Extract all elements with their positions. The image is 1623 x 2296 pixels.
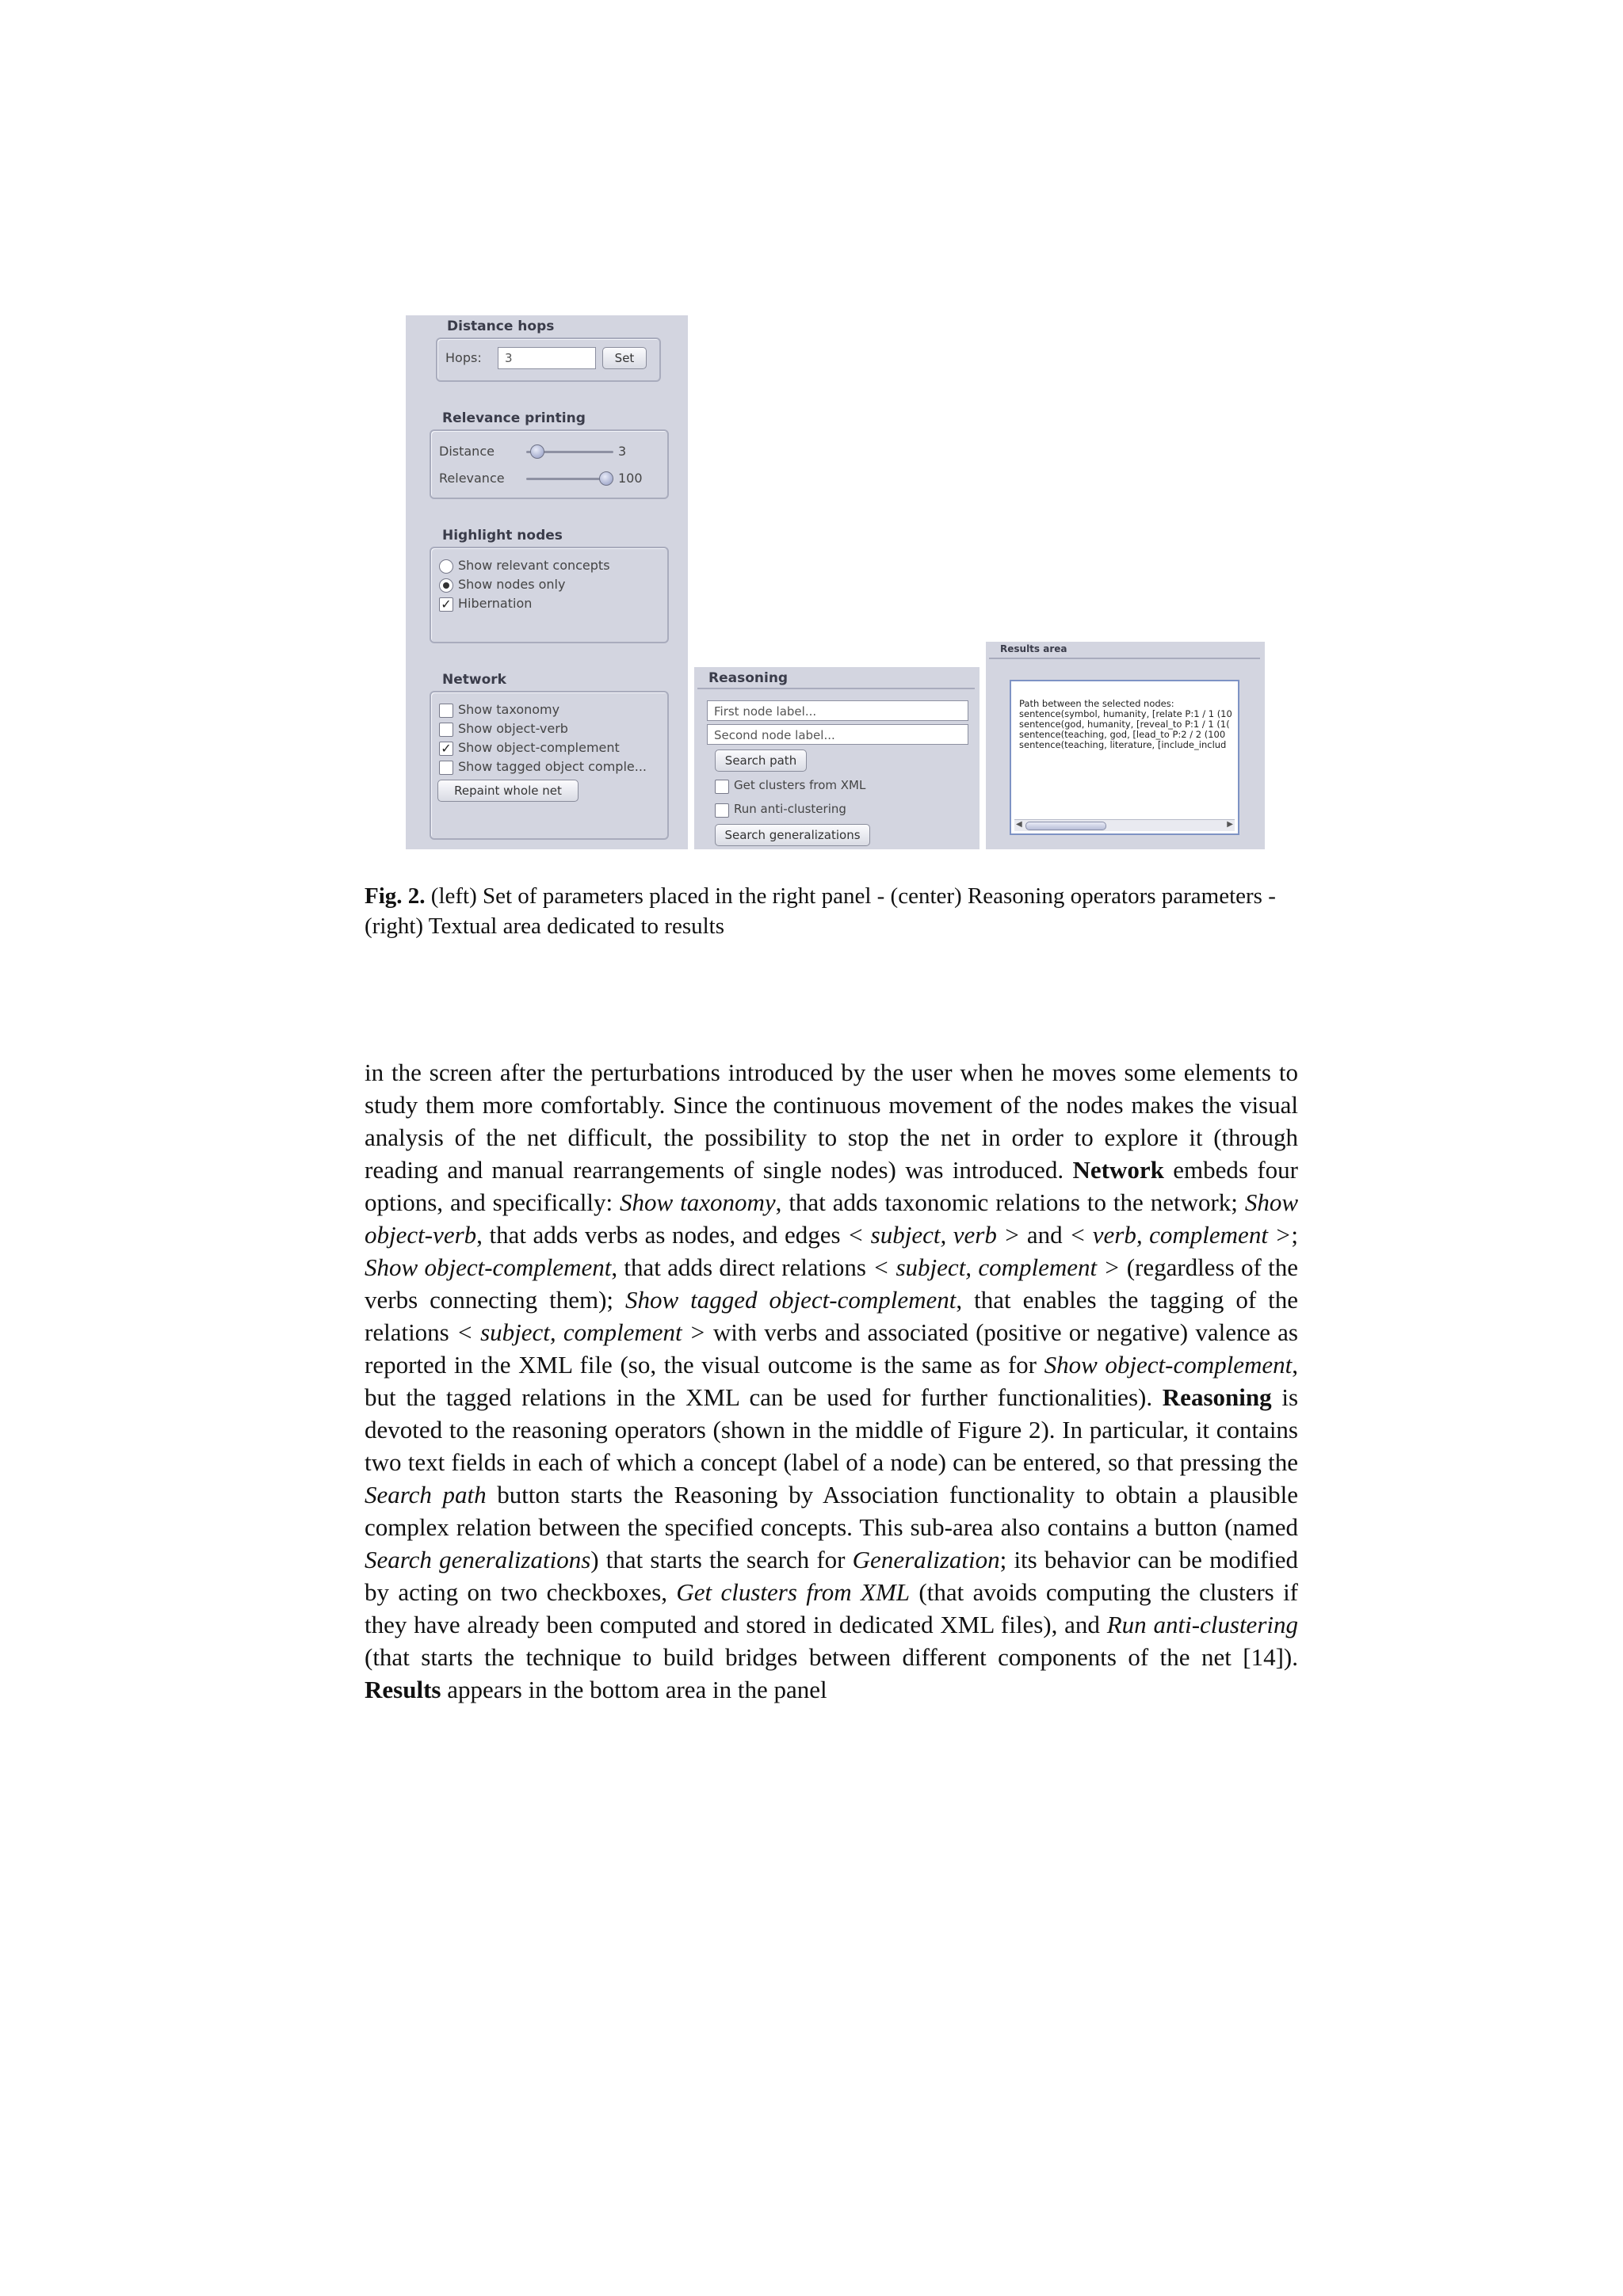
- scroll-left-icon[interactable]: ◀: [1016, 820, 1022, 829]
- body-paragraph: [365, 1056, 1298, 1706]
- reasoning-title: Reasoning: [708, 670, 789, 686]
- text-span: and: [1026, 1221, 1063, 1249]
- distance-hops-title: Distance hops: [447, 318, 555, 334]
- term-reasoning: Reasoning: [1162, 1383, 1272, 1411]
- text-span: , that enables the tagging of the relations: [365, 1286, 1298, 1346]
- second-node-input[interactable]: Second node label...: [707, 724, 968, 745]
- get-clusters-checkbox[interactable]: [715, 780, 729, 794]
- term-show-object-complement: Show object-complement: [1044, 1351, 1293, 1379]
- hops-input[interactable]: 3: [498, 347, 596, 369]
- body-text: [365, 1056, 1298, 1706]
- text-span: button starts the Reasoning by Association functionality to obtain a plausible complex relation between the specified concepts. This sub-area also contains a button (named: [365, 1481, 1299, 1541]
- text-span: (that starts the technique to build bridges between different components of the net [14]).: [365, 1643, 1298, 1671]
- caption-text: (left) Set of parameters placed in the right panel - (center) Reasoning operators parameters - (right) Textual area dedicated to results: [365, 883, 1276, 939]
- text-span: ;: [1291, 1221, 1299, 1249]
- caption-label: Fig. 2.: [365, 883, 426, 909]
- results-area-title: Results area: [1000, 643, 1067, 654]
- network-group: [430, 691, 669, 840]
- math-subject-complement: < subject, complement >: [456, 1318, 706, 1346]
- relevance-value: 100: [618, 471, 643, 486]
- hops-label: Hops:: [445, 350, 482, 365]
- math-subject-complement: < subject, complement >: [873, 1253, 1121, 1281]
- text-span: , that adds direct relations: [611, 1253, 866, 1281]
- math-verb-complement: < verb, complement >: [1069, 1221, 1292, 1249]
- text-span: embeds four options, and specifically:: [365, 1156, 1299, 1216]
- get-clusters-label: Get clusters from XML: [734, 778, 866, 792]
- hibernation-checkbox[interactable]: ✓: [439, 597, 453, 612]
- reasoning-panel: [694, 667, 980, 849]
- parameters-panel: [406, 315, 688, 849]
- results-divider: [989, 658, 1260, 659]
- show-taxonomy-checkbox[interactable]: [439, 704, 453, 718]
- text-span: appears in the bottom area in the panel: [447, 1676, 827, 1703]
- reasoning-divider: [697, 688, 975, 689]
- math-subject-verb: < subject, verb >: [847, 1221, 1021, 1249]
- term-results: Results: [365, 1676, 441, 1703]
- text-span: , that adds taxonomic relations to the network;: [775, 1188, 1238, 1216]
- term-show-taxonomy: Show taxonomy: [620, 1188, 776, 1216]
- text-span: in the screen after the perturbations introduced by the user when he moves some elements to study them more comfortably. Since the continuous movement of the nodes makes the visual analysis of the net difficult, the possibility to stop the net in order to explore it (through reading and manual rearrangements of single nodes) was introduced.: [365, 1058, 1298, 1184]
- show-object-complement-label: Show object-complement: [458, 740, 620, 755]
- results-text: Path between the selected nodes: sentence(symbol, humanity, [relate P:1 / 1 (10 sentence(god, humanity, [reveal_to P:1 / 1 (1( sentence(teaching, god, [lead_to P:2 / 2 (100 sentence(teaching, literature, [include_includ: [1019, 699, 1232, 750]
- text-span: , but the tagged relations in the XML can be used for further functionalities).: [365, 1351, 1299, 1411]
- term-network: Network: [1072, 1156, 1164, 1184]
- text-span: ; its behavior can be modified by acting on two checkboxes,: [365, 1546, 1299, 1606]
- relevance-printing-title: Relevance printing: [442, 410, 586, 426]
- term-get-clusters: Get clusters from XML: [676, 1578, 911, 1606]
- term-show-object-complement: Show object-complement: [365, 1253, 612, 1281]
- anti-clustering-checkbox[interactable]: [715, 803, 729, 818]
- repaint-whole-net-button[interactable]: Repaint whole net: [437, 780, 579, 802]
- search-generalizations-button[interactable]: Search generalizations: [715, 824, 870, 846]
- figure-caption: [365, 881, 1298, 941]
- term-generalization: Generalization: [852, 1546, 1000, 1573]
- show-object-verb-label: Show object-verb: [458, 721, 568, 736]
- show-tagged-checkbox[interactable]: [439, 761, 453, 775]
- relevance-printing-group: [430, 429, 669, 499]
- term-show-tagged: Show tagged object-complement: [625, 1286, 957, 1314]
- relevance-label: Relevance: [439, 471, 505, 486]
- search-path-button[interactable]: Search path: [715, 749, 807, 772]
- results-textarea[interactable]: [1010, 680, 1239, 835]
- show-object-complement-checkbox[interactable]: ✓: [439, 742, 453, 756]
- text-span: is devoted to the reasoning operators (shown in the middle of Figure 2). In particular, it contains two text fields in each of which a concept (label of a node) can be entered, so that pressing the: [365, 1383, 1299, 1476]
- distance-value: 3: [618, 444, 627, 459]
- show-relevant-radio[interactable]: [439, 559, 453, 574]
- term-search-generalizations: Search generalizations: [365, 1546, 591, 1573]
- show-tagged-label: Show tagged object comple...: [458, 759, 647, 774]
- term-show-object-verb: Show object-verb: [365, 1188, 1299, 1249]
- show-nodes-only-radio[interactable]: [439, 578, 453, 593]
- term-search-path: Search path: [365, 1481, 487, 1508]
- horizontal-scrollbar[interactable]: [1014, 819, 1235, 831]
- results-panel: [986, 642, 1265, 849]
- show-taxonomy-label: Show taxonomy: [458, 702, 560, 717]
- text-span: , that adds verbs as nodes, and edges: [476, 1221, 841, 1249]
- show-relevant-label: Show relevant concepts: [458, 558, 610, 573]
- distance-slider-thumb[interactable]: [530, 444, 544, 459]
- relevance-slider-thumb[interactable]: [599, 471, 613, 486]
- network-title: Network: [442, 672, 506, 688]
- highlight-nodes-title: Highlight nodes: [442, 528, 563, 543]
- anti-clustering-label: Run anti-clustering: [734, 802, 846, 816]
- text-span: with verbs and associated (positive or negative) valence as reported in the XML file (so, the visual outcome is the same as for: [365, 1318, 1298, 1379]
- term-run-anti-clustering: Run anti-clustering: [1106, 1611, 1298, 1638]
- show-nodes-only-label: Show nodes only: [458, 577, 566, 592]
- scroll-thumb[interactable]: [1025, 822, 1106, 830]
- text-span: (that avoids computing the clusters if they have already been computed and stored in dedicated XML files), and: [365, 1578, 1299, 1638]
- distance-label: Distance: [439, 444, 495, 459]
- text-span: ) that starts the search for: [590, 1546, 846, 1573]
- distance-hops-group: [436, 338, 661, 382]
- set-button[interactable]: Set: [602, 347, 647, 369]
- hibernation-label: Hibernation: [458, 596, 533, 611]
- scroll-right-icon[interactable]: ▶: [1227, 820, 1233, 829]
- show-object-verb-checkbox[interactable]: [439, 723, 453, 737]
- first-node-input[interactable]: First node label...: [707, 700, 968, 721]
- highlight-nodes-group: [430, 547, 669, 643]
- text-span: (regardless of the verbs connecting them);: [365, 1253, 1298, 1314]
